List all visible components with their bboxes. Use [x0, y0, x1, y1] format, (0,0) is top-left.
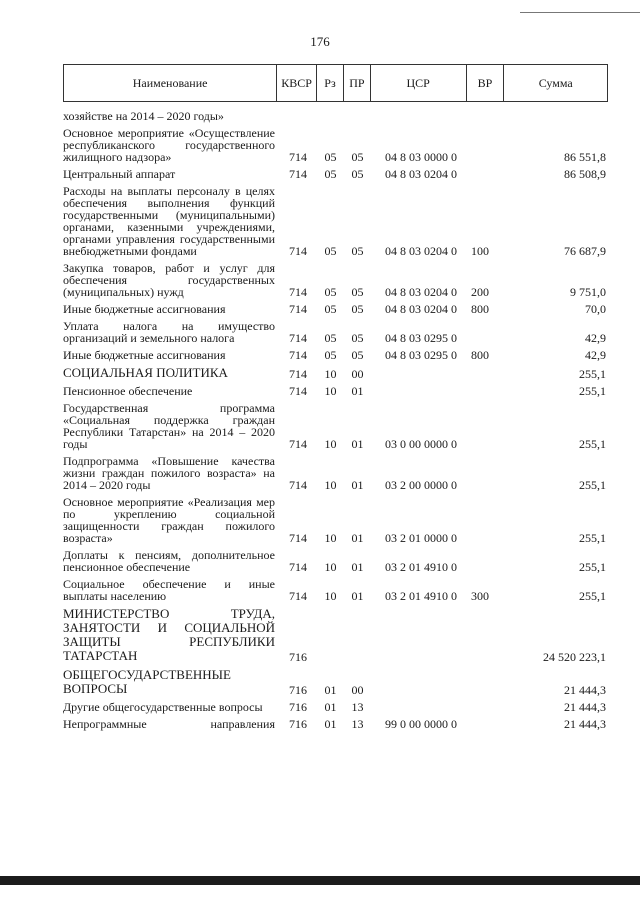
row-name: СОЦИАЛЬНАЯ ПОЛИТИКА — [63, 365, 228, 380]
row-kvsr: 714 — [289, 285, 307, 299]
row-pr: 01 — [351, 589, 364, 603]
table-row — [63, 366, 608, 380]
row-kvsr: 716 — [289, 650, 307, 664]
row-sum: 255,1 — [579, 560, 606, 574]
table-row — [63, 349, 608, 361]
row-kvsr: 716 — [289, 700, 307, 714]
row-kvsr: 714 — [289, 437, 307, 451]
bottom-scan-bar — [0, 876, 640, 885]
row-pr: 01 — [351, 531, 364, 545]
table-row — [63, 668, 608, 696]
row-sum: 255,1 — [579, 531, 606, 545]
row-rz: 05 — [324, 285, 337, 299]
row-sum: 255,1 — [579, 367, 606, 381]
table-row — [63, 549, 608, 573]
table-row — [63, 496, 608, 544]
row-pr: 05 — [351, 244, 364, 258]
row-vr: 800 — [471, 348, 489, 362]
row-name: Расходы на выплаты персоналу в целях обеспечения выполнения функций государственными (муниципальными) органами, казенными учреждениями, органами управления государственными внебюджетными фондами — [63, 184, 275, 258]
row-rz: 10 — [324, 437, 337, 451]
row-kvsr: 714 — [289, 589, 307, 603]
row-pr: 05 — [351, 150, 364, 164]
row-name: Подпрограмма «Повышение качества жизни граждан пожилого возраста» на 2014 – 2020 годы — [63, 454, 275, 492]
row-rz: 10 — [324, 384, 337, 398]
row-sum: 70,0 — [585, 302, 606, 316]
header-vr: ВР — [467, 65, 505, 101]
row-kvsr: 714 — [289, 367, 307, 381]
row-kvsr: 714 — [289, 531, 307, 545]
table-row — [63, 402, 608, 450]
row-csr: 04 8 03 0000 0 — [385, 150, 457, 164]
table-row — [63, 303, 608, 315]
row-sum: 21 444,3 — [564, 683, 606, 697]
row-csr: 99 0 00 0000 0 — [385, 717, 457, 731]
row-pr: 05 — [351, 348, 364, 362]
row-pr: 05 — [351, 167, 364, 181]
row-sum: 86 508,9 — [564, 167, 606, 181]
table-row — [63, 168, 608, 180]
page-number: 176 — [310, 34, 330, 49]
row-pr: 01 — [351, 384, 364, 398]
row-name: Государственная программа «Социальная поддержка граждан Республики Татарстан» на 2014 – 2020 годы — [63, 401, 275, 451]
row-csr: 03 2 01 0000 0 — [385, 531, 457, 545]
row-sum: 255,1 — [579, 384, 606, 398]
row-kvsr: 714 — [289, 244, 307, 258]
row-sum: 21 444,3 — [564, 700, 606, 714]
row-rz: 05 — [324, 150, 337, 164]
table-row — [63, 455, 608, 491]
row-name: хозяйстве на 2014 – 2020 годы» — [63, 109, 224, 123]
row-rz: 01 — [324, 717, 337, 731]
row-pr: 13 — [351, 717, 364, 731]
row-name: Закупка товаров, работ и услуг для обеспечения государственных (муниципальных) нужд — [63, 261, 275, 299]
row-csr: 03 2 00 0000 0 — [385, 478, 457, 492]
row-rz: 05 — [324, 348, 337, 362]
row-vr: 200 — [471, 285, 489, 299]
row-kvsr: 714 — [289, 384, 307, 398]
row-pr: 01 — [351, 437, 364, 451]
header-csr: ЦСР — [371, 65, 467, 101]
row-pr: 05 — [351, 331, 364, 345]
top-edge-rule — [520, 12, 640, 13]
table-body — [63, 110, 608, 735]
row-sum: 255,1 — [579, 437, 606, 451]
table-row — [63, 262, 608, 298]
row-kvsr: 714 — [289, 348, 307, 362]
row-name: Социальное обеспечение и иные выплаты населению — [63, 577, 275, 603]
row-name: Уплата налога на имущество организаций и земельного налога — [63, 319, 275, 345]
table-row — [63, 607, 608, 663]
table-row — [63, 110, 608, 122]
row-sum: 21 444,3 — [564, 717, 606, 731]
row-name: Непрограммные направления — [63, 717, 275, 731]
row-rz: 10 — [324, 560, 337, 574]
row-pr: 01 — [351, 478, 364, 492]
row-vr: 300 — [471, 589, 489, 603]
table-row — [63, 320, 608, 344]
header-kvsr: КВСР — [277, 65, 317, 101]
row-name: Доплаты к пенсиям, дополнительное пенсионное обеспечение — [63, 548, 275, 574]
row-rz: 05 — [324, 331, 337, 345]
table-row — [63, 578, 608, 602]
row-csr: 04 8 03 0204 0 — [385, 285, 457, 299]
row-pr: 05 — [351, 302, 364, 316]
row-sum: 86 551,8 — [564, 150, 606, 164]
row-kvsr: 714 — [289, 167, 307, 181]
row-rz: 05 — [324, 167, 337, 181]
row-pr: 01 — [351, 560, 364, 574]
row-csr: 04 8 03 0295 0 — [385, 348, 457, 362]
row-csr: 04 8 03 0204 0 — [385, 167, 457, 181]
row-sum: 42,9 — [585, 331, 606, 345]
row-name: Центральный аппарат — [63, 167, 176, 181]
row-rz: 01 — [324, 683, 337, 697]
row-kvsr: 716 — [289, 717, 307, 731]
row-rz: 05 — [324, 302, 337, 316]
header-name: Наименование — [64, 65, 277, 101]
row-rz: 10 — [324, 531, 337, 545]
row-csr: 03 2 01 4910 0 — [385, 589, 457, 603]
row-pr: 00 — [351, 683, 364, 697]
row-sum: 255,1 — [579, 478, 606, 492]
row-kvsr: 714 — [289, 560, 307, 574]
row-vr: 100 — [471, 244, 489, 258]
header-rz: Рз — [317, 65, 344, 101]
table-row — [63, 385, 608, 397]
row-name: Основное мероприятие «Осуществление республиканского государственного жилищного надзора» — [63, 126, 275, 164]
row-rz: 10 — [324, 367, 337, 381]
row-csr: 03 2 01 4910 0 — [385, 560, 457, 574]
row-name: ОБЩЕГОСУДАРСТВЕННЫЕ ВОПРОСЫ — [63, 667, 231, 696]
row-kvsr: 714 — [289, 331, 307, 345]
row-pr: 05 — [351, 285, 364, 299]
row-name: Пенсионное обеспечение — [63, 384, 193, 398]
row-kvsr: 714 — [289, 478, 307, 492]
row-name: Иные бюджетные ассигнования — [63, 348, 226, 362]
header-sum: Сумма — [538, 75, 573, 90]
row-csr: 03 0 00 0000 0 — [385, 437, 457, 451]
header-pr: ПР — [344, 65, 371, 101]
table-row — [63, 718, 608, 730]
row-rz: 10 — [324, 589, 337, 603]
row-csr: 04 8 03 0204 0 — [385, 302, 457, 316]
row-sum: 42,9 — [585, 348, 606, 362]
row-csr: 04 8 03 0295 0 — [385, 331, 457, 345]
row-kvsr: 714 — [289, 150, 307, 164]
row-vr: 800 — [471, 302, 489, 316]
row-rz: 01 — [324, 700, 337, 714]
row-name: МИНИСТЕРСТВО ТРУДА, ЗАНЯТОСТИ И СОЦИАЛЬНОЙ ЗАЩИТЫ РЕСПУБЛИКИ ТАТАРСТАН — [63, 606, 275, 663]
row-name: Основное мероприятие «Реализация мер по укреплению социальной защищенности граждан пожилого возраста» — [63, 495, 275, 545]
row-sum: 9 751,0 — [570, 285, 606, 299]
row-csr: 04 8 03 0204 0 — [385, 244, 457, 258]
row-sum: 76 687,9 — [564, 244, 606, 258]
table-header — [63, 64, 608, 102]
row-kvsr: 714 — [289, 302, 307, 316]
row-pr: 13 — [351, 700, 364, 714]
row-name: Иные бюджетные ассигнования — [63, 302, 226, 316]
row-sum: 24 520 223,1 — [543, 650, 606, 664]
row-sum: 255,1 — [579, 589, 606, 603]
table-row — [63, 185, 608, 257]
row-rz: 05 — [324, 244, 337, 258]
table-row — [63, 701, 608, 713]
row-name: Другие общегосударственные вопросы — [63, 700, 263, 714]
table-row — [63, 127, 608, 163]
row-pr: 00 — [351, 367, 364, 381]
row-kvsr: 716 — [289, 683, 307, 697]
row-rz: 10 — [324, 478, 337, 492]
